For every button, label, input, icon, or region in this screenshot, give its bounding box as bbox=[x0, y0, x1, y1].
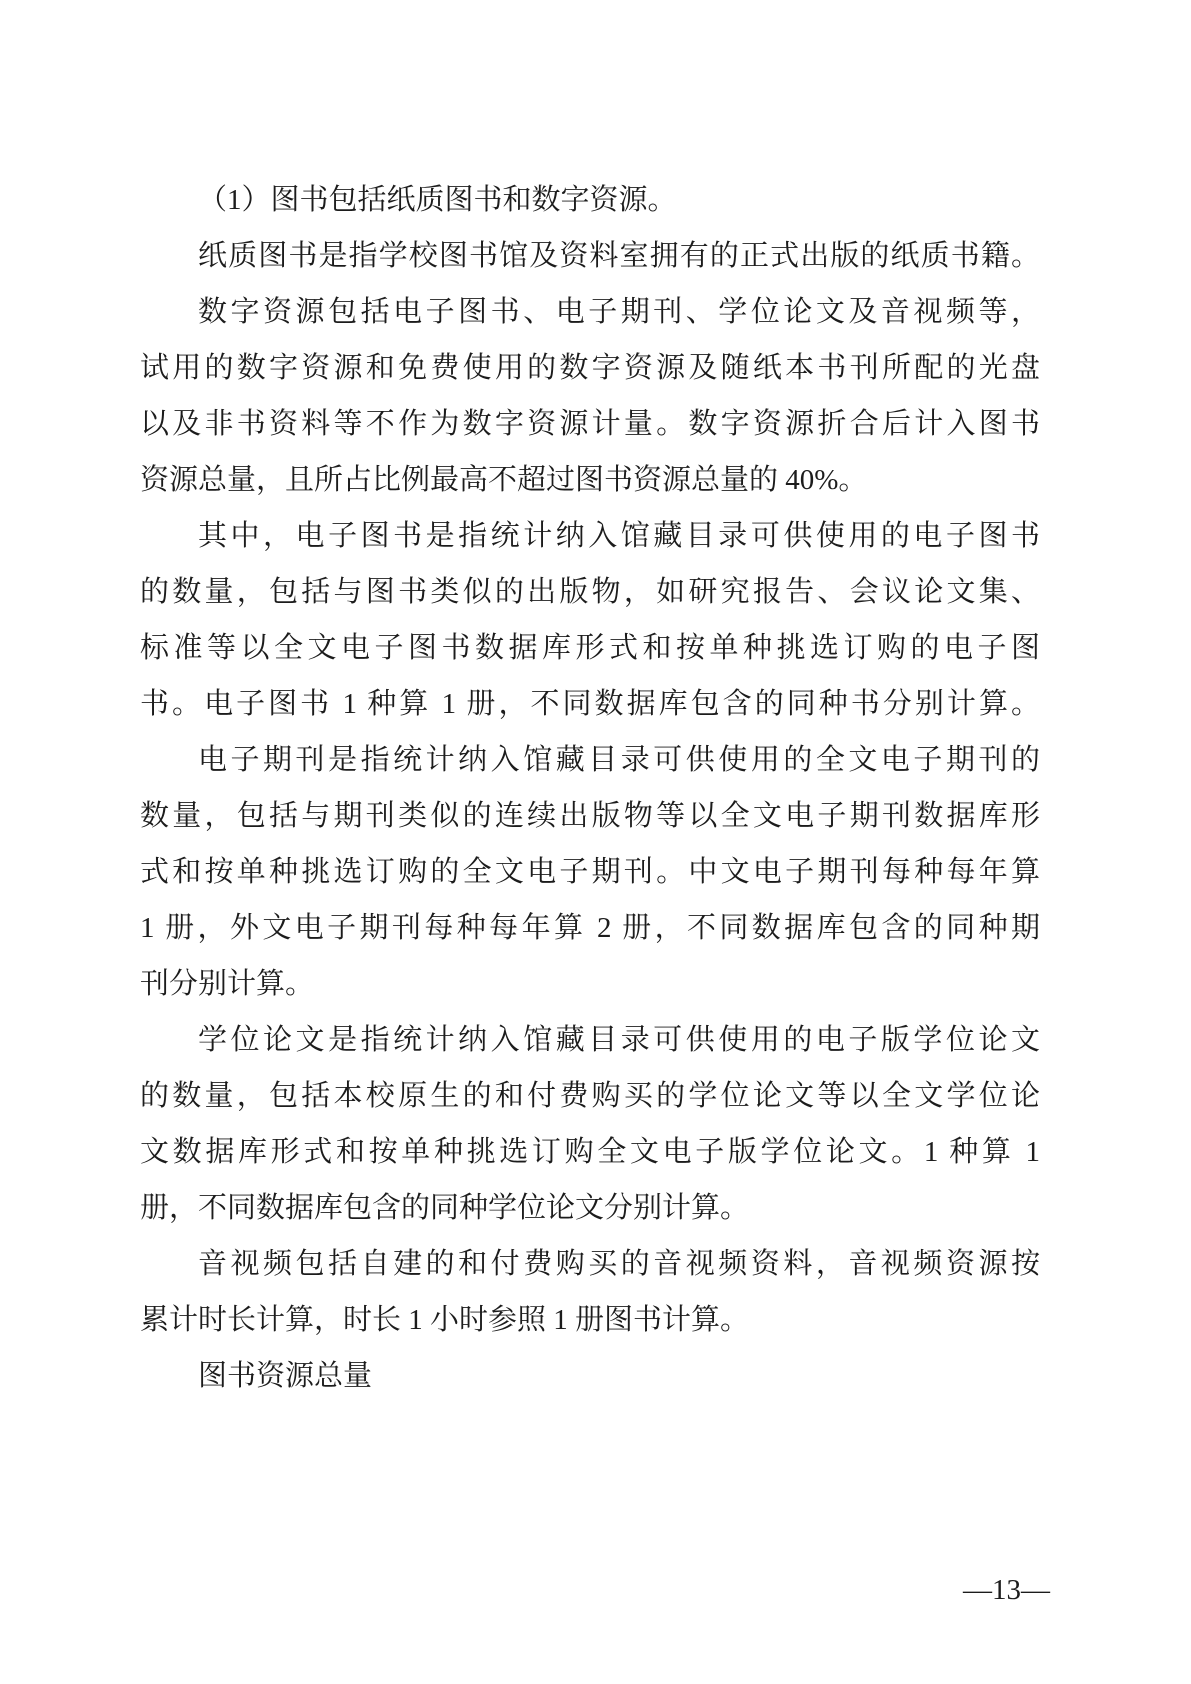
text-line: 文数据库形式和按单种挑选订购全文电子版学位论文。1 种算 1 bbox=[140, 1136, 1040, 1168]
text-line: 其中，电子图书是指统计纳入馆藏目录可供使用的电子图书 bbox=[198, 520, 1040, 552]
text-line: 的数量，包括本校原生的和付费购买的学位论文等以全文学位论 bbox=[140, 1080, 1040, 1112]
text-line: 图书资源总量 bbox=[198, 1360, 373, 1392]
text-line: 试用的数字资源和免费使用的数字资源及随纸本书刊所配的光盘 bbox=[140, 352, 1040, 384]
text-line: 书。电子图书 1 种算 1 册，不同数据库包含的同种书分别计算。 bbox=[140, 688, 1040, 720]
text-line: 式和按单种挑选订购的全文电子期刊。中文电子期刊每种每年算 bbox=[140, 856, 1040, 888]
text-line: （1）图书包括纸质图书和数字资源。 bbox=[198, 184, 677, 216]
text-line: 1 册，外文电子期刊每种每年算 2 册，不同数据库包含的同种期 bbox=[140, 912, 1040, 944]
text-line: 累计时长计算，时长 1 小时参照 1 册图书计算。 bbox=[140, 1304, 750, 1336]
text-line: 资源总量，且所占比例最高不超过图书资源总量的 40%。 bbox=[140, 464, 868, 496]
text-line: 纸质图书是指学校图书馆及资料室拥有的正式出版的纸质书籍。 bbox=[198, 240, 1040, 272]
text-line: 学位论文是指统计纳入馆藏目录可供使用的电子版学位论文 bbox=[198, 1024, 1040, 1056]
text-line: 册，不同数据库包含的同种学位论文分别计算。 bbox=[140, 1192, 750, 1224]
text-line: 音视频包括自建的和付费购买的音视频资料，音视频资源按 bbox=[198, 1248, 1040, 1280]
text-line: 数字资源包括电子图书、电子期刊、学位论文及音视频等， bbox=[198, 296, 1040, 328]
text-line: 以及非书资料等不作为数字资源计量。数字资源折合后计入图书 bbox=[140, 408, 1040, 440]
text-line: 电子期刊是指统计纳入馆藏目录可供使用的全文电子期刊的 bbox=[198, 744, 1040, 776]
text-line: 数量，包括与期刊类似的连续出版物等以全文电子期刊数据库形 bbox=[140, 800, 1040, 832]
text-line: 标准等以全文电子图书数据库形式和按单种挑选订购的电子图 bbox=[140, 632, 1040, 664]
text-line: 刊分别计算。 bbox=[140, 968, 315, 1000]
page-number: —13— bbox=[963, 1574, 1050, 1606]
text-line: 的数量，包括与图书类似的出版物，如研究报告、会议论文集、 bbox=[140, 576, 1040, 608]
body-text bbox=[140, 172, 1040, 1404]
